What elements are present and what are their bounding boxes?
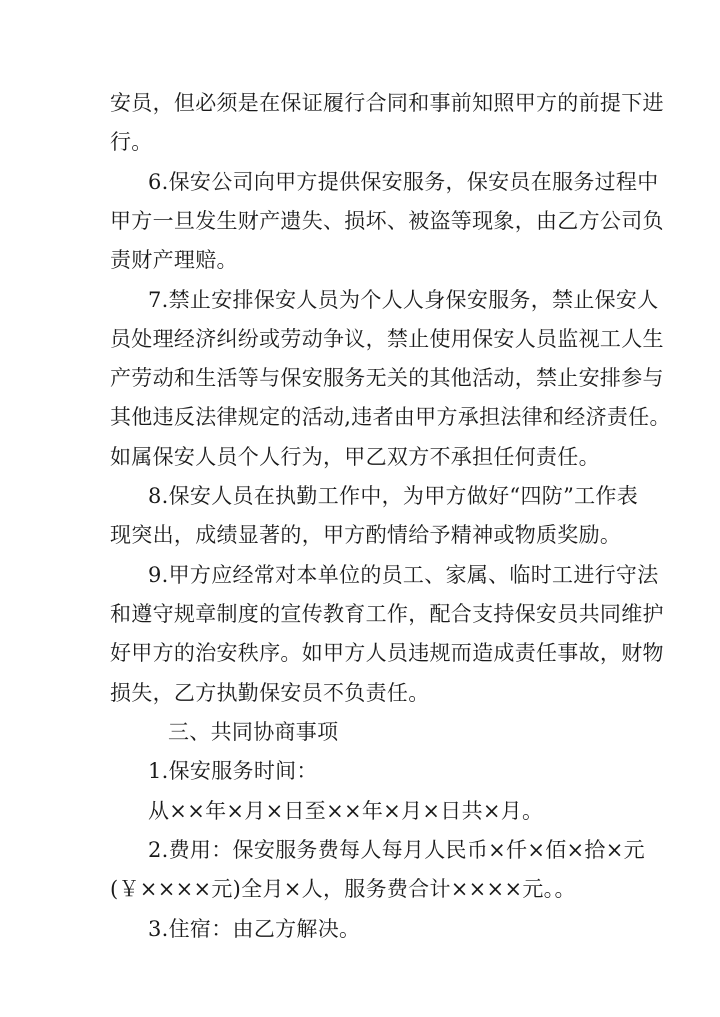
text-line: 甲方一旦发生财产遗失、损坏、被盗等现象，由乙方公司负 bbox=[110, 209, 664, 233]
section-heading: 三、共同协商事项 bbox=[168, 720, 339, 744]
paragraph-start: 2.费用：保安服务费每人每月人民币×仟×佰×拾×元 bbox=[148, 838, 645, 862]
paragraph-start: 1.保安服务时间： bbox=[148, 759, 318, 783]
paragraph-start: 8.保安人员在执勤工作中，为甲方做好“四防”工作表 bbox=[148, 484, 639, 508]
text-line: 现突出，成绩显著的，甲方酌情给予精神或物质奖励。 bbox=[110, 523, 622, 547]
text-line: 产劳动和生活等与保安服务无关的其他活动，禁止安排参与 bbox=[110, 366, 664, 390]
paragraph-start: 9.甲方应经常对本单位的员工、家属、临时工进行守法 bbox=[148, 563, 659, 587]
text-line: 和遵守规章制度的宣传教育工作，配合支持保安员共同维护 bbox=[110, 602, 664, 626]
text-line: 其他违反法律规定的活动,违者由甲方承担法律和经济责任。 bbox=[110, 405, 671, 429]
text-line: 责财产理赔。 bbox=[110, 248, 238, 272]
paragraph-start: 3.住宿：由乙方解决。 bbox=[148, 917, 361, 941]
text-line: 行。 bbox=[110, 130, 153, 154]
text-line: (￥××××元)全月×人，服务费合计××××元。。 bbox=[110, 877, 576, 901]
text-line: 如属保安人员个人行为，甲乙双方不承担任何责任。 bbox=[110, 445, 600, 469]
paragraph-start: 6.保安公司向甲方提供保安服务，保安员在服务过程中 bbox=[148, 170, 659, 194]
text-line: 员处理经济纠纷或劳动争议，禁止使用保安人员监视工人生 bbox=[110, 327, 664, 351]
paragraph-start: 7.禁止安排保安人员为个人人身保安服务，禁止保安人 bbox=[148, 288, 659, 312]
paragraph-start: 从××年×月×日至××年×月×日共×月。 bbox=[148, 799, 544, 823]
text-line: 安员，但必须是在保证履行合同和事前知照甲方的前提下进 bbox=[110, 91, 664, 115]
text-line: 好甲方的治安秩序。如甲方人员违规而造成责任事故，财物 bbox=[110, 641, 664, 665]
text-line: 损失，乙方执勤保安员不负责任。 bbox=[110, 681, 430, 705]
